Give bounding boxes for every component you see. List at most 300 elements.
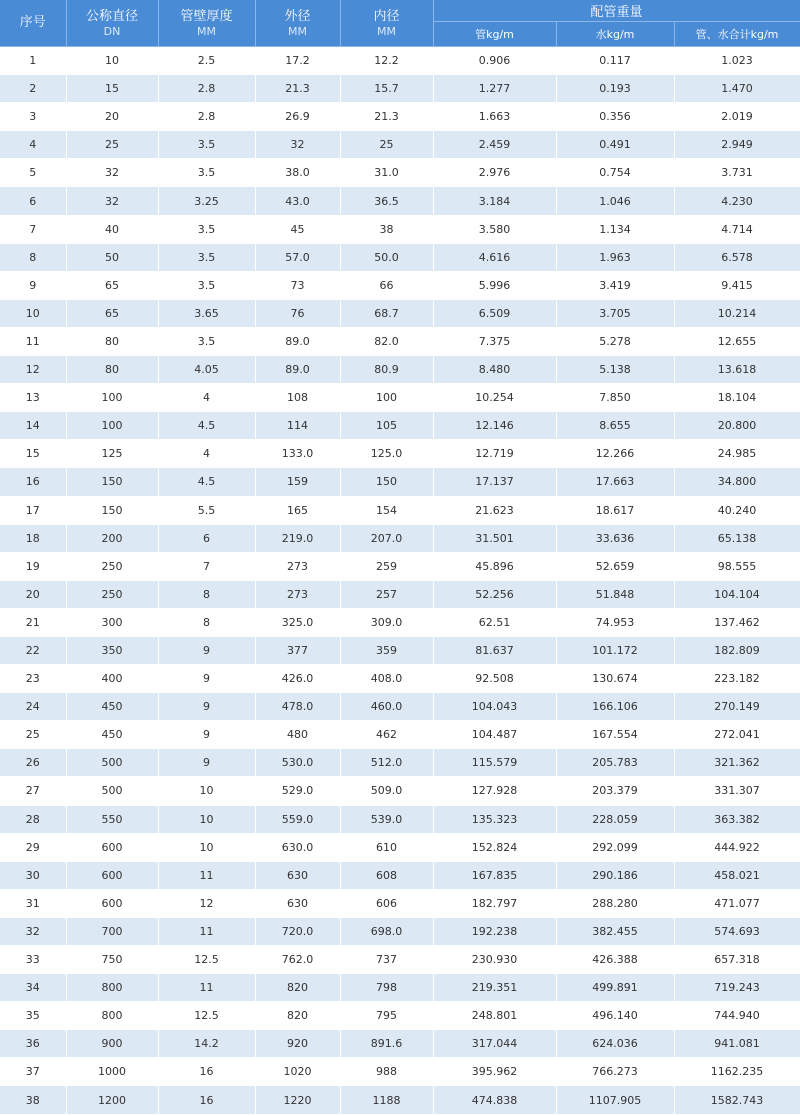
cell-index: 26 (0, 749, 66, 777)
cell-pipe-weight: 17.137 (433, 468, 556, 496)
cell-inner-diameter: 891.6 (340, 1030, 433, 1058)
cell-inner-diameter: 408.0 (340, 665, 433, 693)
cell-inner-diameter: 798 (340, 974, 433, 1002)
cell-index: 4 (0, 131, 66, 159)
cell-wall-thickness: 14.2 (158, 1030, 255, 1058)
cell-wall-thickness: 10 (158, 805, 255, 833)
cell-inner-diameter: 150 (340, 468, 433, 496)
cell-water-weight: 0.754 (556, 159, 674, 187)
table-row (0, 131, 800, 159)
cell-inner-diameter: 509.0 (340, 777, 433, 805)
cell-water-weight: 74.953 (556, 608, 674, 636)
cell-inner-diameter: 698.0 (340, 917, 433, 945)
cell-inner-diameter: 12.2 (340, 47, 433, 75)
cell-outer-diameter: 530.0 (255, 749, 340, 777)
header-total-weight: 管、水合计kg/m (674, 22, 800, 47)
cell-inner-diameter: 1188 (340, 1086, 433, 1114)
cell-wall-thickness: 7 (158, 552, 255, 580)
cell-outer-diameter: 219.0 (255, 524, 340, 552)
cell-total-weight: 18.104 (674, 384, 800, 412)
cell-outer-diameter: 17.2 (255, 47, 340, 75)
header-dn-unit: DN (103, 24, 121, 38)
cell-total-weight: 657.318 (674, 946, 800, 974)
cell-water-weight: 5.278 (556, 327, 674, 355)
cell-index: 9 (0, 271, 66, 299)
cell-nominal-diameter: 750 (66, 946, 158, 974)
cell-total-weight: 182.809 (674, 636, 800, 664)
table-row (0, 299, 800, 327)
cell-outer-diameter: 57.0 (255, 243, 340, 271)
cell-inner-diameter: 462 (340, 721, 433, 749)
cell-index: 3 (0, 103, 66, 131)
table-row (0, 552, 800, 580)
cell-nominal-diameter: 32 (66, 159, 158, 187)
cell-total-weight: 1.470 (674, 75, 800, 103)
table-body (0, 47, 800, 1115)
cell-wall-thickness: 16 (158, 1086, 255, 1114)
cell-outer-diameter: 820 (255, 1002, 340, 1030)
table-row (0, 833, 800, 861)
cell-index: 21 (0, 608, 66, 636)
cell-wall-thickness: 3.5 (158, 215, 255, 243)
table-row (0, 974, 800, 1002)
cell-wall-thickness: 6 (158, 524, 255, 552)
cell-pipe-weight: 12.719 (433, 440, 556, 468)
cell-inner-diameter: 80.9 (340, 356, 433, 384)
cell-pipe-weight: 127.928 (433, 777, 556, 805)
cell-nominal-diameter: 200 (66, 524, 158, 552)
cell-nominal-diameter: 20 (66, 103, 158, 131)
cell-outer-diameter: 630.0 (255, 833, 340, 861)
cell-pipe-weight: 248.801 (433, 1002, 556, 1030)
cell-wall-thickness: 12.5 (158, 1002, 255, 1030)
cell-index: 10 (0, 299, 66, 327)
cell-outer-diameter: 133.0 (255, 440, 340, 468)
cell-index: 22 (0, 636, 66, 664)
cell-pipe-weight: 1.277 (433, 75, 556, 103)
cell-index: 24 (0, 693, 66, 721)
cell-pipe-weight: 115.579 (433, 749, 556, 777)
cell-pipe-weight: 2.976 (433, 159, 556, 187)
cell-outer-diameter: 108 (255, 384, 340, 412)
cell-outer-diameter: 377 (255, 636, 340, 664)
cell-wall-thickness: 11 (158, 861, 255, 889)
table-row (0, 805, 800, 833)
cell-water-weight: 3.419 (556, 271, 674, 299)
cell-pipe-weight: 5.996 (433, 271, 556, 299)
cell-pipe-weight: 3.580 (433, 215, 556, 243)
cell-nominal-diameter: 150 (66, 496, 158, 524)
cell-water-weight: 17.663 (556, 468, 674, 496)
cell-pipe-weight: 152.824 (433, 833, 556, 861)
cell-wall-thickness: 3.5 (158, 271, 255, 299)
header-id-title: 内径 (373, 8, 400, 24)
cell-wall-thickness: 4.5 (158, 468, 255, 496)
cell-pipe-weight: 45.896 (433, 552, 556, 580)
cell-pipe-weight: 317.044 (433, 1030, 556, 1058)
cell-nominal-diameter: 150 (66, 468, 158, 496)
cell-wall-thickness: 3.5 (158, 327, 255, 355)
cell-index: 19 (0, 552, 66, 580)
cell-inner-diameter: 36.5 (340, 187, 433, 215)
cell-outer-diameter: 720.0 (255, 917, 340, 945)
cell-inner-diameter: 50.0 (340, 243, 433, 271)
cell-wall-thickness: 8 (158, 580, 255, 608)
cell-water-weight: 426.388 (556, 946, 674, 974)
cell-wall-thickness: 5.5 (158, 496, 255, 524)
cell-pipe-weight: 7.375 (433, 327, 556, 355)
cell-wall-thickness: 2.5 (158, 47, 255, 75)
cell-inner-diameter: 539.0 (340, 805, 433, 833)
cell-water-weight: 1.134 (556, 215, 674, 243)
cell-total-weight: 471.077 (674, 889, 800, 917)
cell-inner-diameter: 606 (340, 889, 433, 917)
cell-inner-diameter: 15.7 (340, 75, 433, 103)
cell-index: 25 (0, 721, 66, 749)
table-row (0, 327, 800, 355)
cell-nominal-diameter: 600 (66, 833, 158, 861)
cell-pipe-weight: 104.487 (433, 721, 556, 749)
cell-water-weight: 7.850 (556, 384, 674, 412)
cell-inner-diameter: 610 (340, 833, 433, 861)
table-row (0, 271, 800, 299)
cell-inner-diameter: 66 (340, 271, 433, 299)
table-row (0, 412, 800, 440)
cell-total-weight: 6.578 (674, 243, 800, 271)
cell-water-weight: 18.617 (556, 496, 674, 524)
cell-index: 5 (0, 159, 66, 187)
cell-index: 20 (0, 580, 66, 608)
table-row (0, 496, 800, 524)
cell-pipe-weight: 0.906 (433, 47, 556, 75)
cell-wall-thickness: 3.65 (158, 299, 255, 327)
table-row (0, 187, 800, 215)
cell-total-weight: 10.214 (674, 299, 800, 327)
cell-total-weight: 941.081 (674, 1030, 800, 1058)
cell-outer-diameter: 38.0 (255, 159, 340, 187)
cell-nominal-diameter: 50 (66, 243, 158, 271)
table-row (0, 1086, 800, 1114)
cell-index: 23 (0, 665, 66, 693)
cell-wall-thickness: 12 (158, 889, 255, 917)
cell-pipe-weight: 10.254 (433, 384, 556, 412)
cell-pipe-weight: 2.459 (433, 131, 556, 159)
cell-wall-thickness: 9 (158, 749, 255, 777)
cell-pipe-weight: 395.962 (433, 1058, 556, 1086)
cell-inner-diameter: 154 (340, 496, 433, 524)
table-row (0, 608, 800, 636)
cell-outer-diameter: 26.9 (255, 103, 340, 131)
cell-pipe-weight: 182.797 (433, 889, 556, 917)
header-water-weight: 水kg/m (556, 22, 674, 47)
cell-index: 35 (0, 1002, 66, 1030)
cell-pipe-weight: 21.623 (433, 496, 556, 524)
cell-index: 14 (0, 412, 66, 440)
cell-water-weight: 52.659 (556, 552, 674, 580)
cell-water-weight: 288.280 (556, 889, 674, 917)
cell-nominal-diameter: 10 (66, 47, 158, 75)
cell-pipe-weight: 12.146 (433, 412, 556, 440)
header-wall-unit: MM (197, 24, 216, 38)
cell-inner-diameter: 68.7 (340, 299, 433, 327)
cell-pipe-weight: 6.509 (433, 299, 556, 327)
cell-water-weight: 0.491 (556, 131, 674, 159)
cell-wall-thickness: 10 (158, 777, 255, 805)
cell-index: 17 (0, 496, 66, 524)
cell-inner-diameter: 25 (340, 131, 433, 159)
cell-water-weight: 130.674 (556, 665, 674, 693)
cell-total-weight: 34.800 (674, 468, 800, 496)
cell-outer-diameter: 820 (255, 974, 340, 1002)
table-row (0, 1002, 800, 1030)
cell-outer-diameter: 21.3 (255, 75, 340, 103)
cell-index: 36 (0, 1030, 66, 1058)
cell-water-weight: 8.655 (556, 412, 674, 440)
cell-water-weight: 766.273 (556, 1058, 674, 1086)
cell-nominal-diameter: 80 (66, 327, 158, 355)
cell-index: 33 (0, 946, 66, 974)
cell-nominal-diameter: 25 (66, 131, 158, 159)
cell-total-weight: 2.949 (674, 131, 800, 159)
cell-water-weight: 33.636 (556, 524, 674, 552)
cell-total-weight: 744.940 (674, 1002, 800, 1030)
cell-total-weight: 1582.743 (674, 1086, 800, 1114)
cell-water-weight: 101.172 (556, 636, 674, 664)
cell-inner-diameter: 608 (340, 861, 433, 889)
cell-outer-diameter: 480 (255, 721, 340, 749)
table-row (0, 215, 800, 243)
cell-inner-diameter: 988 (340, 1058, 433, 1086)
cell-index: 30 (0, 861, 66, 889)
cell-pipe-weight: 81.637 (433, 636, 556, 664)
cell-nominal-diameter: 250 (66, 580, 158, 608)
cell-total-weight: 4.230 (674, 187, 800, 215)
cell-total-weight: 20.800 (674, 412, 800, 440)
cell-water-weight: 203.379 (556, 777, 674, 805)
cell-index: 12 (0, 356, 66, 384)
cell-index: 32 (0, 917, 66, 945)
cell-wall-thickness: 3.5 (158, 159, 255, 187)
cell-inner-diameter: 309.0 (340, 608, 433, 636)
cell-wall-thickness: 16 (158, 1058, 255, 1086)
cell-water-weight: 1.046 (556, 187, 674, 215)
cell-pipe-weight: 4.616 (433, 243, 556, 271)
table-row (0, 693, 800, 721)
cell-pipe-weight: 92.508 (433, 665, 556, 693)
cell-total-weight: 458.021 (674, 861, 800, 889)
cell-inner-diameter: 795 (340, 1002, 433, 1030)
cell-nominal-diameter: 250 (66, 552, 158, 580)
cell-pipe-weight: 3.184 (433, 187, 556, 215)
cell-water-weight: 3.705 (556, 299, 674, 327)
cell-index: 6 (0, 187, 66, 215)
cell-nominal-diameter: 32 (66, 187, 158, 215)
cell-pipe-weight: 8.480 (433, 356, 556, 384)
cell-nominal-diameter: 80 (66, 356, 158, 384)
cell-index: 16 (0, 468, 66, 496)
cell-index: 38 (0, 1086, 66, 1114)
cell-total-weight: 24.985 (674, 440, 800, 468)
table-row (0, 889, 800, 917)
cell-outer-diameter: 43.0 (255, 187, 340, 215)
cell-wall-thickness: 4 (158, 440, 255, 468)
cell-wall-thickness: 4 (158, 384, 255, 412)
cell-nominal-diameter: 400 (66, 665, 158, 693)
cell-pipe-weight: 219.351 (433, 974, 556, 1002)
cell-index: 37 (0, 1058, 66, 1086)
cell-total-weight: 65.138 (674, 524, 800, 552)
cell-wall-thickness: 4.5 (158, 412, 255, 440)
cell-nominal-diameter: 500 (66, 777, 158, 805)
table-row (0, 384, 800, 412)
cell-outer-diameter: 1220 (255, 1086, 340, 1114)
table-row (0, 861, 800, 889)
cell-nominal-diameter: 600 (66, 889, 158, 917)
cell-pipe-weight: 62.51 (433, 608, 556, 636)
table-row (0, 946, 800, 974)
cell-nominal-diameter: 100 (66, 412, 158, 440)
cell-total-weight: 137.462 (674, 608, 800, 636)
cell-pipe-weight: 104.043 (433, 693, 556, 721)
table-row (0, 777, 800, 805)
cell-wall-thickness: 9 (158, 665, 255, 693)
cell-total-weight: 13.618 (674, 356, 800, 384)
cell-water-weight: 205.783 (556, 749, 674, 777)
cell-inner-diameter: 38 (340, 215, 433, 243)
cell-outer-diameter: 920 (255, 1030, 340, 1058)
cell-index: 27 (0, 777, 66, 805)
cell-water-weight: 1.963 (556, 243, 674, 271)
header-pipe-weight: 管kg/m (433, 22, 556, 47)
cell-outer-diameter: 529.0 (255, 777, 340, 805)
cell-total-weight: 3.731 (674, 159, 800, 187)
table-row (0, 159, 800, 187)
cell-nominal-diameter: 350 (66, 636, 158, 664)
cell-inner-diameter: 31.0 (340, 159, 433, 187)
cell-nominal-diameter: 125 (66, 440, 158, 468)
table-row (0, 721, 800, 749)
cell-outer-diameter: 159 (255, 468, 340, 496)
cell-water-weight: 0.356 (556, 103, 674, 131)
cell-total-weight: 104.104 (674, 580, 800, 608)
cell-nominal-diameter: 800 (66, 974, 158, 1002)
cell-index: 31 (0, 889, 66, 917)
cell-index: 18 (0, 524, 66, 552)
cell-outer-diameter: 32 (255, 131, 340, 159)
cell-nominal-diameter: 100 (66, 384, 158, 412)
cell-outer-diameter: 273 (255, 580, 340, 608)
cell-total-weight: 270.149 (674, 693, 800, 721)
cell-index: 2 (0, 75, 66, 103)
cell-total-weight: 331.307 (674, 777, 800, 805)
cell-wall-thickness: 9 (158, 693, 255, 721)
header-inner-diameter (340, 0, 433, 47)
cell-nominal-diameter: 550 (66, 805, 158, 833)
cell-pipe-weight: 192.238 (433, 917, 556, 945)
table-row (0, 665, 800, 693)
header-weight-group: 配管重量 (433, 0, 800, 22)
cell-nominal-diameter: 700 (66, 917, 158, 945)
header-index-title: 序号 (19, 15, 46, 30)
cell-outer-diameter: 630 (255, 861, 340, 889)
cell-total-weight: 272.041 (674, 721, 800, 749)
cell-nominal-diameter: 450 (66, 721, 158, 749)
cell-water-weight: 1107.905 (556, 1086, 674, 1114)
cell-outer-diameter: 325.0 (255, 608, 340, 636)
header-index (0, 0, 66, 47)
cell-pipe-weight: 135.323 (433, 805, 556, 833)
cell-inner-diameter: 259 (340, 552, 433, 580)
cell-outer-diameter: 165 (255, 496, 340, 524)
cell-wall-thickness: 3.5 (158, 243, 255, 271)
cell-total-weight: 40.240 (674, 496, 800, 524)
cell-index: 8 (0, 243, 66, 271)
cell-outer-diameter: 478.0 (255, 693, 340, 721)
cell-wall-thickness: 8 (158, 608, 255, 636)
table-row (0, 1058, 800, 1086)
table-row (0, 243, 800, 271)
cell-inner-diameter: 82.0 (340, 327, 433, 355)
cell-nominal-diameter: 300 (66, 608, 158, 636)
cell-index: 1 (0, 47, 66, 75)
cell-water-weight: 496.140 (556, 1002, 674, 1030)
cell-total-weight: 1.023 (674, 47, 800, 75)
cell-nominal-diameter: 1200 (66, 1086, 158, 1114)
cell-water-weight: 0.193 (556, 75, 674, 103)
table-row (0, 1030, 800, 1058)
cell-total-weight: 98.555 (674, 552, 800, 580)
cell-pipe-weight: 31.501 (433, 524, 556, 552)
cell-inner-diameter: 512.0 (340, 749, 433, 777)
table-row (0, 580, 800, 608)
cell-wall-thickness: 9 (158, 636, 255, 664)
cell-outer-diameter: 89.0 (255, 356, 340, 384)
cell-inner-diameter: 460.0 (340, 693, 433, 721)
cell-total-weight: 4.714 (674, 215, 800, 243)
cell-total-weight: 363.382 (674, 805, 800, 833)
table-row (0, 636, 800, 664)
cell-nominal-diameter: 800 (66, 1002, 158, 1030)
cell-total-weight: 1162.235 (674, 1058, 800, 1086)
cell-inner-diameter: 737 (340, 946, 433, 974)
cell-wall-thickness: 11 (158, 917, 255, 945)
cell-wall-thickness: 4.05 (158, 356, 255, 384)
cell-outer-diameter: 762.0 (255, 946, 340, 974)
cell-pipe-weight: 167.835 (433, 861, 556, 889)
header-nominal-diameter (66, 0, 158, 47)
cell-wall-thickness: 3.5 (158, 131, 255, 159)
header-id-unit: MM (377, 24, 396, 38)
cell-wall-thickness: 9 (158, 721, 255, 749)
cell-wall-thickness: 12.5 (158, 946, 255, 974)
header-od-unit: MM (288, 24, 307, 38)
cell-nominal-diameter: 65 (66, 299, 158, 327)
header-dn-title: 公称直径 (85, 8, 138, 24)
cell-pipe-weight: 230.930 (433, 946, 556, 974)
table-row (0, 749, 800, 777)
cell-wall-thickness: 10 (158, 833, 255, 861)
cell-wall-thickness: 2.8 (158, 103, 255, 131)
cell-index: 29 (0, 833, 66, 861)
cell-inner-diameter: 125.0 (340, 440, 433, 468)
table-row (0, 47, 800, 75)
cell-nominal-diameter: 900 (66, 1030, 158, 1058)
table-header (0, 0, 800, 47)
cell-outer-diameter: 559.0 (255, 805, 340, 833)
cell-inner-diameter: 207.0 (340, 524, 433, 552)
cell-outer-diameter: 1020 (255, 1058, 340, 1086)
header-od-title: 外径 (284, 8, 311, 24)
